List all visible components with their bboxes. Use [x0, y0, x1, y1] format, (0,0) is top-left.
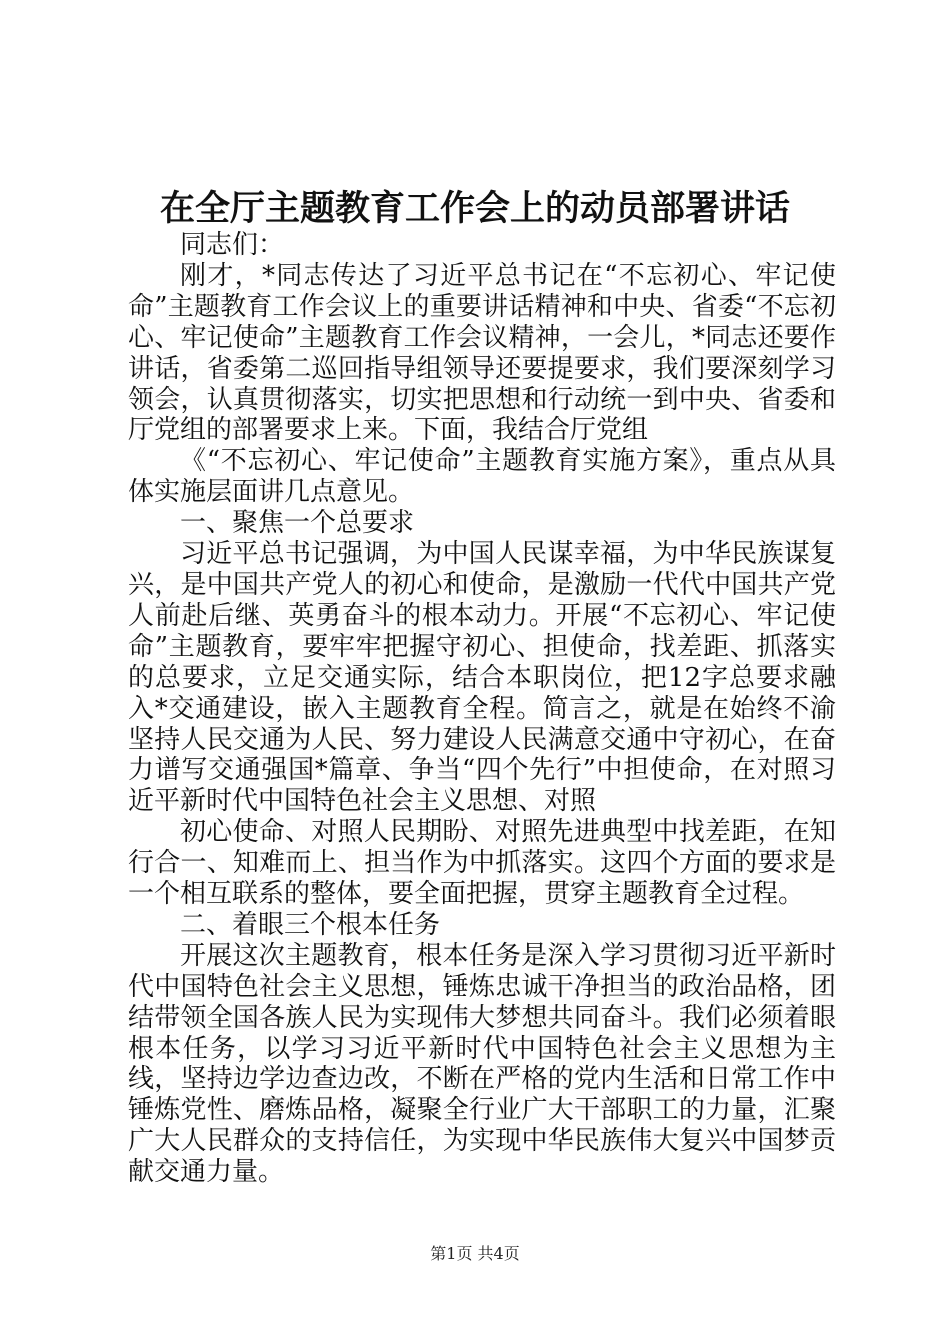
page-number: 第1页 共4页 [430, 1244, 520, 1263]
document-title: 在全厅主题教育工作会上的动员部署讲话 [159, 188, 790, 229]
salutation: 同志们： [180, 230, 285, 260]
section-heading: 二、着眼三个根本任务 [180, 909, 441, 940]
paragraph: 刚才，*同志传达了习近平总书记在“不忘初心、牢记使命”主题教育工作会议上的重要讲话精神和中央、省委“不忘初心、牢记使命”主题教育工作会议精神，一会儿，*同志还要作讲话，省委第二巡回指导组领导还要提要求，我们要深刻学习领会，认真贯彻落实，切实把思想和行动统一到中央、省委和厅党组的部署要求上来。下面，我结合厅党组 [128, 260, 836, 446]
paragraph: 初心使命、对照人民期盼、对照先进典型中找差距，在知行合一、知难而上、担当作为中抓落实。这四个方面的要求是一个相互联系的整体，要全面把握，贯穿主题教育全过程。 [128, 817, 836, 910]
document-body [128, 230, 836, 1188]
paragraph: 习近平总书记强调，为中国人民谋幸福，为中华民族谋复兴，是中国共产党人的初心和使命，是激励一代代中国共产党人前赴后继、英勇奋斗的根本动力。开展“不忘初心、牢记使命”主题教育，要牢牢把握守初心、担使命，找差距、抓落实的总要求，立足交通实际，结合本职岗位，把12字总要求融入*交通建设，嵌入主题教育全程。简言之，就是在始终不渝坚持人民交通为人民、努力建设人民满意交通中守初心，在奋力谱写交通强国*篇章、争当“四个先行”中担使命，在对照习近平新时代中国特色社会主义思想、对照 [128, 539, 836, 817]
paragraph: 《“不忘初心、牢记使命”主题教育实施方案》，重点从具体实施层面讲几点意见。 [128, 446, 836, 508]
section-heading: 一、聚焦一个总要求 [180, 508, 415, 539]
paragraph: 开展这次主题教育，根本任务是深入学习贯彻习近平新时代中国特色社会主义思想，锤炼忠诚干净担当的政治品格，团结带领全国各族人民为实现伟大梦想共同奋斗。我们必须着眼根本任务，以学习习近平新时代中国特色社会主义思想为主线，坚持边学边查边改，不断在严格的党内生活和日常工作中锤炼党性、磨炼品格，凝聚全行业广大干部职工的力量，汇聚广大人民群众的支持信任，为实现中华民族伟大复兴中国梦贡献交通力量。 [128, 940, 836, 1188]
